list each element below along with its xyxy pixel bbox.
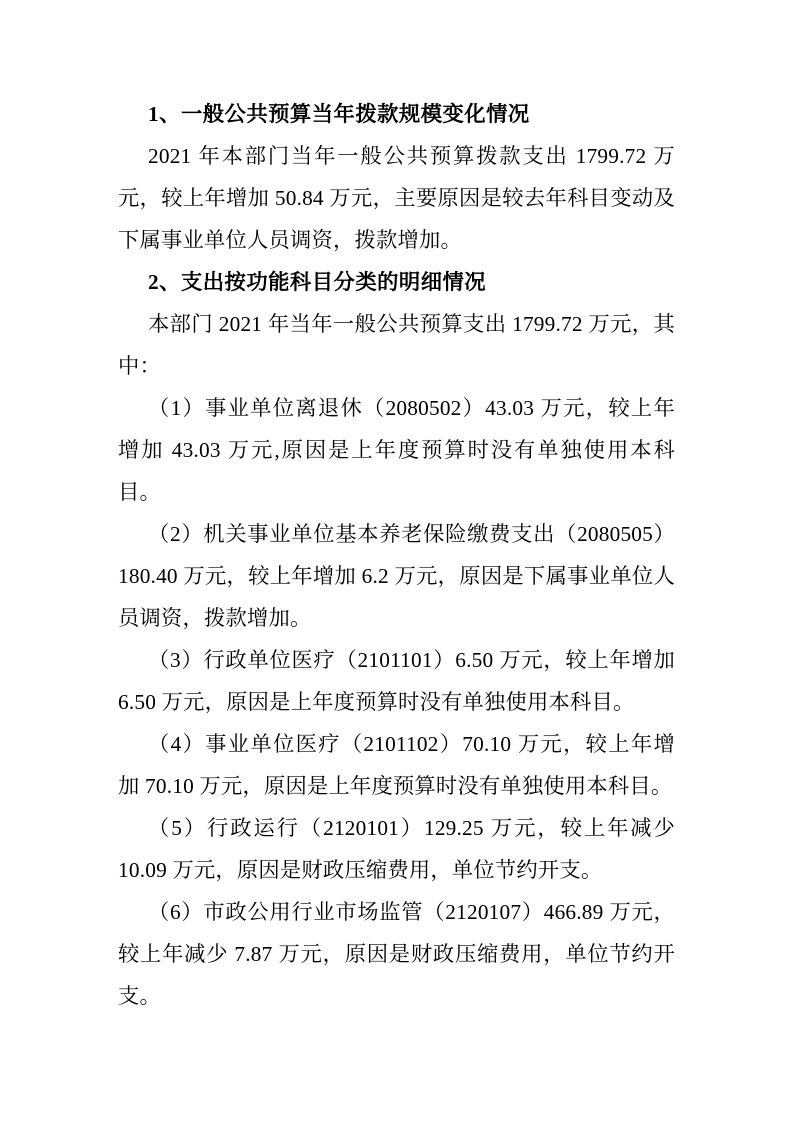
- paragraph-item-2: （2）机关事业单位基本养老保险缴费支出（2080505）180.40 万元，较上年增加 6.2 万元，原因是下属事业单位人员调资，拨款增加。: [118, 522, 675, 630]
- paragraph-budget-scale-change: 2021 年本部门当年一般公共预算拨款支出 1799.72 万元，较上年增加 50.84 万元，主要原因是较去年科目变动及下属事业单位人员调资，拨款增加。: [118, 144, 675, 252]
- section-heading-2: 2、支出按功能科目分类的明细情况: [148, 270, 487, 294]
- section-heading-1: 1、一般公共预算当年拨款规模变化情况: [148, 102, 530, 126]
- paragraph-expenditure-intro: 本部门 2021 年当年一般公共预算支出 1799.72 万元，其中：: [118, 312, 675, 378]
- paragraph-item-5: （5）行政运行（2120101）129.25 万元，较上年减少 10.09 万元，原因是财政压缩费用，单位节约开支。: [118, 816, 675, 882]
- paragraph-item-6: （6）市政公用行业市场监管（2120107）466.89 万元，较上年减少 7.87 万元，原因是财政压缩费用，单位节约开支。: [118, 900, 675, 1008]
- paragraph-item-3: （3）行政单位医疗（2101101）6.50 万元，较上年增加 6.50 万元，原因是上年度预算时没有单独使用本科目。: [118, 648, 675, 714]
- paragraph-item-4: （4）事业单位医疗（2101102）70.10 万元，较上年增加 70.10 万元，原因是上年度预算时没有单独使用本科目。: [118, 732, 675, 798]
- paragraph-item-1: （1）事业单位离退休（2080502）43.03 万元，较上年增加 43.03 万元,原因是上年度预算时没有单独使用本科目。: [118, 396, 675, 504]
